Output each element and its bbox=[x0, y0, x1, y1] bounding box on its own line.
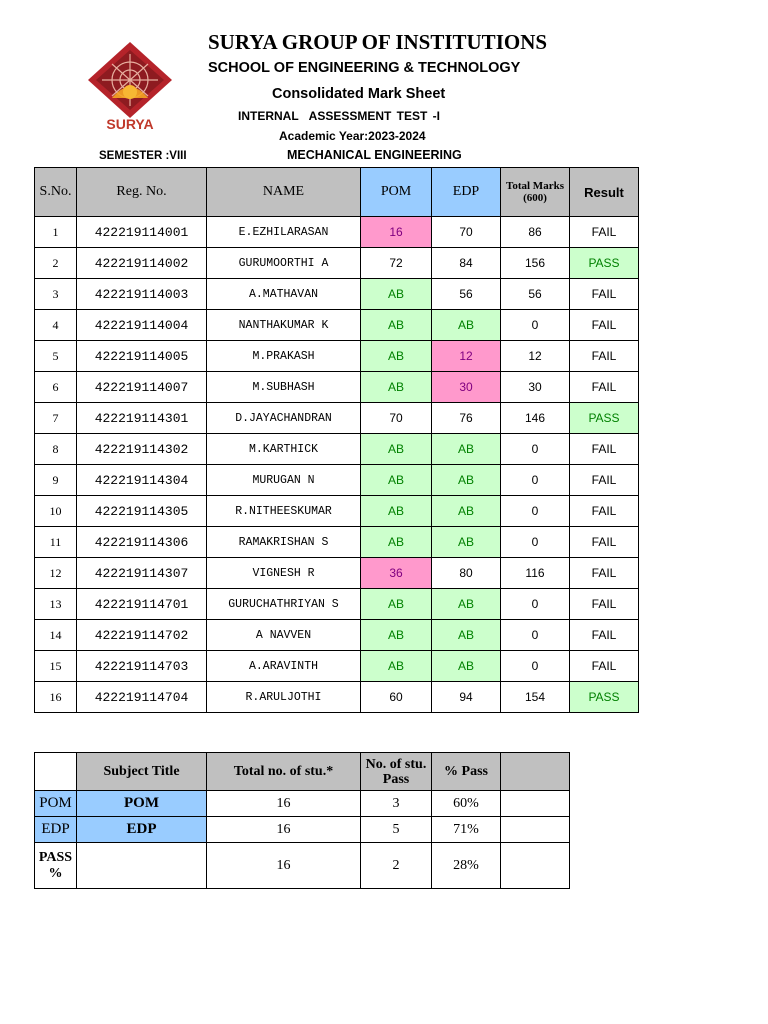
summary-empty-cell bbox=[501, 817, 570, 843]
total-marks-cell: 156 bbox=[501, 248, 570, 279]
pom-mark-cell: AB bbox=[361, 589, 432, 620]
reg-no-cell: 422219114001 bbox=[77, 217, 207, 248]
total-marks-cell: 0 bbox=[501, 496, 570, 527]
table-row bbox=[35, 527, 639, 558]
student-name-cell: A.ARAVINTH bbox=[207, 651, 361, 682]
reg-no-cell: 422219114305 bbox=[77, 496, 207, 527]
sno-cell: 2 bbox=[35, 248, 77, 279]
reg-no-cell: 422219114704 bbox=[77, 682, 207, 713]
pom-mark-cell: AB bbox=[361, 465, 432, 496]
surya-logo bbox=[82, 40, 178, 136]
edp-mark-cell: 76 bbox=[432, 403, 501, 434]
sno-cell: 12 bbox=[35, 558, 77, 589]
sno-cell: 9 bbox=[35, 465, 77, 496]
reg-no-header: Reg. No. bbox=[77, 168, 207, 217]
students-pass-cell: 3 bbox=[361, 791, 432, 817]
reg-no-cell: 422219114703 bbox=[77, 651, 207, 682]
reg-no-cell: 422219114304 bbox=[77, 465, 207, 496]
reg-no-cell: 422219114302 bbox=[77, 434, 207, 465]
table-row bbox=[35, 310, 639, 341]
result-cell: FAIL bbox=[570, 279, 639, 310]
students-pass-header: No. of stu. Pass bbox=[361, 753, 432, 791]
table-row bbox=[35, 372, 639, 403]
result-cell: FAIL bbox=[570, 217, 639, 248]
summary-empty-header bbox=[501, 753, 570, 791]
student-name-cell: VIGNESH R bbox=[207, 558, 361, 589]
sno-cell: 8 bbox=[35, 434, 77, 465]
result-cell: FAIL bbox=[570, 341, 639, 372]
table-row bbox=[35, 682, 639, 713]
total-marks-cell: 30 bbox=[501, 372, 570, 403]
table-row bbox=[35, 465, 639, 496]
table-row bbox=[35, 651, 639, 682]
edp-mark-cell: AB bbox=[432, 589, 501, 620]
edp-mark-cell: 94 bbox=[432, 682, 501, 713]
total-marks-cell: 0 bbox=[501, 589, 570, 620]
total-marks-header: Total Marks (600) bbox=[501, 168, 570, 217]
result-header: Result bbox=[570, 168, 639, 217]
sno-cell: 10 bbox=[35, 496, 77, 527]
edp-header: EDP bbox=[432, 168, 501, 217]
total-students-cell: 16 bbox=[207, 817, 361, 843]
table-row bbox=[35, 620, 639, 651]
sno-cell: 4 bbox=[35, 310, 77, 341]
total-marks-cell: 0 bbox=[501, 434, 570, 465]
student-name-cell: R.NITHEESKUMAR bbox=[207, 496, 361, 527]
summary-table bbox=[34, 752, 570, 889]
pom-mark-cell: AB bbox=[361, 496, 432, 527]
edp-mark-cell: AB bbox=[432, 310, 501, 341]
student-name-cell: GURUCHATHRIYAN S bbox=[207, 589, 361, 620]
edp-mark-cell: 80 bbox=[432, 558, 501, 589]
subject-title-cell: POM bbox=[77, 791, 207, 817]
academic-year: Academic Year:2023-2024 bbox=[279, 129, 426, 143]
test-title: INTERNAL ASSESSMENT TEST -I bbox=[238, 109, 441, 123]
student-name-cell: NANTHAKUMAR K bbox=[207, 310, 361, 341]
reg-no-cell: 422219114301 bbox=[77, 403, 207, 434]
total-marks-cell: 56 bbox=[501, 279, 570, 310]
table-row bbox=[35, 279, 639, 310]
result-cell: FAIL bbox=[570, 465, 639, 496]
reg-no-cell: 422219114005 bbox=[77, 341, 207, 372]
semester-label: SEMESTER :VIII bbox=[99, 150, 187, 162]
edp-mark-cell: 12 bbox=[432, 341, 501, 372]
table-row bbox=[35, 589, 639, 620]
edp-mark-cell: AB bbox=[432, 527, 501, 558]
department-label: MECHANICAL ENGINEERING bbox=[287, 148, 462, 162]
total-students-header: Total no. of stu.* bbox=[207, 753, 361, 791]
edp-mark-cell: 70 bbox=[432, 217, 501, 248]
result-cell: FAIL bbox=[570, 310, 639, 341]
result-cell: FAIL bbox=[570, 651, 639, 682]
pom-mark-cell: AB bbox=[361, 279, 432, 310]
summary-header-row bbox=[35, 753, 570, 791]
edp-mark-cell: 30 bbox=[432, 372, 501, 403]
edp-mark-cell: AB bbox=[432, 620, 501, 651]
subject-title-header: Subject Title bbox=[77, 753, 207, 791]
pom-mark-cell: AB bbox=[361, 620, 432, 651]
student-name-cell: R.ARULJOTHI bbox=[207, 682, 361, 713]
sno-cell: 5 bbox=[35, 341, 77, 372]
student-name-cell: GURUMOORTHI A bbox=[207, 248, 361, 279]
pom-mark-cell: AB bbox=[361, 310, 432, 341]
sno-cell: 7 bbox=[35, 403, 77, 434]
institution-title: SURYA GROUP OF INSTITUTIONS bbox=[208, 30, 548, 54]
school-title: SCHOOL OF ENGINEERING & TECHNOLOGY bbox=[208, 60, 521, 76]
pom-header: POM bbox=[361, 168, 432, 217]
reg-no-cell: 422219114002 bbox=[77, 248, 207, 279]
pom-mark-cell: 36 bbox=[361, 558, 432, 589]
pom-mark-cell: 60 bbox=[361, 682, 432, 713]
table-row bbox=[35, 434, 639, 465]
name-header: NAME bbox=[207, 168, 361, 217]
result-cell: FAIL bbox=[570, 527, 639, 558]
total-marks-cell: 146 bbox=[501, 403, 570, 434]
pom-mark-cell: AB bbox=[361, 651, 432, 682]
result-cell: FAIL bbox=[570, 372, 639, 403]
result-cell: FAIL bbox=[570, 589, 639, 620]
subject-code-cell: EDP bbox=[35, 817, 77, 843]
total-marks-cell: 0 bbox=[501, 310, 570, 341]
total-marks-cell: 12 bbox=[501, 341, 570, 372]
reg-no-cell: 422219114007 bbox=[77, 372, 207, 403]
students-pass-cell: 2 bbox=[361, 843, 432, 889]
reg-no-cell: 422219114307 bbox=[77, 558, 207, 589]
summary-corner-cell bbox=[35, 753, 77, 791]
edp-mark-cell: 56 bbox=[432, 279, 501, 310]
table-row bbox=[35, 496, 639, 527]
summary-empty-cell bbox=[501, 843, 570, 889]
pom-mark-cell: AB bbox=[361, 372, 432, 403]
sno-cell: 1 bbox=[35, 217, 77, 248]
edp-mark-cell: AB bbox=[432, 496, 501, 527]
pom-mark-cell: AB bbox=[361, 434, 432, 465]
summary-row bbox=[35, 817, 570, 843]
student-name-cell: D.JAYACHANDRAN bbox=[207, 403, 361, 434]
total-marks-cell: 116 bbox=[501, 558, 570, 589]
pom-mark-cell: 16 bbox=[361, 217, 432, 248]
result-cell: FAIL bbox=[570, 558, 639, 589]
summary-empty-cell bbox=[501, 791, 570, 817]
student-name-cell: MURUGAN N bbox=[207, 465, 361, 496]
table-row bbox=[35, 217, 639, 248]
table-row bbox=[35, 248, 639, 279]
table-row bbox=[35, 558, 639, 589]
pom-mark-cell: 70 bbox=[361, 403, 432, 434]
sno-cell: 13 bbox=[35, 589, 77, 620]
reg-no-cell: 422219114003 bbox=[77, 279, 207, 310]
result-cell: PASS bbox=[570, 403, 639, 434]
pom-mark-cell: 72 bbox=[361, 248, 432, 279]
total-marks-cell: 154 bbox=[501, 682, 570, 713]
sno-header: S.No. bbox=[35, 168, 77, 217]
pass-percent-cell: 28% bbox=[432, 843, 501, 889]
reg-no-cell: 422219114701 bbox=[77, 589, 207, 620]
reg-no-cell: 422219114306 bbox=[77, 527, 207, 558]
student-name-cell: M.PRAKASH bbox=[207, 341, 361, 372]
summary-row bbox=[35, 791, 570, 817]
total-marks-cell: 0 bbox=[501, 465, 570, 496]
subject-code-cell: PASS % bbox=[35, 843, 77, 889]
sno-cell: 14 bbox=[35, 620, 77, 651]
edp-mark-cell: AB bbox=[432, 465, 501, 496]
sno-cell: 16 bbox=[35, 682, 77, 713]
marks-table bbox=[34, 167, 639, 713]
subject-title-cell: EDP bbox=[77, 817, 207, 843]
total-marks-cell: 86 bbox=[501, 217, 570, 248]
sno-cell: 3 bbox=[35, 279, 77, 310]
total-students-cell: 16 bbox=[207, 791, 361, 817]
sno-cell: 11 bbox=[35, 527, 77, 558]
pass-percent-cell: 60% bbox=[432, 791, 501, 817]
total-marks-cell: 0 bbox=[501, 527, 570, 558]
table-row bbox=[35, 341, 639, 372]
pom-mark-cell: AB bbox=[361, 341, 432, 372]
reg-no-cell: 422219114702 bbox=[77, 620, 207, 651]
reg-no-cell: 422219114004 bbox=[77, 310, 207, 341]
result-cell: FAIL bbox=[570, 434, 639, 465]
subject-title-cell bbox=[77, 843, 207, 889]
sno-cell: 6 bbox=[35, 372, 77, 403]
student-name-cell: E.EZHILARASAN bbox=[207, 217, 361, 248]
edp-mark-cell: AB bbox=[432, 651, 501, 682]
sheet-title: Consolidated Mark Sheet bbox=[272, 86, 446, 102]
result-cell: PASS bbox=[570, 248, 639, 279]
student-name-cell: M.SUBHASH bbox=[207, 372, 361, 403]
edp-mark-cell: 84 bbox=[432, 248, 501, 279]
table-row bbox=[35, 403, 639, 434]
edp-mark-cell: AB bbox=[432, 434, 501, 465]
result-cell: PASS bbox=[570, 682, 639, 713]
total-marks-cell: 0 bbox=[501, 620, 570, 651]
summary-row bbox=[35, 843, 570, 889]
svg-text:SURYA: SURYA bbox=[106, 116, 154, 132]
result-cell: FAIL bbox=[570, 496, 639, 527]
total-marks-cell: 0 bbox=[501, 651, 570, 682]
pom-mark-cell: AB bbox=[361, 527, 432, 558]
sno-cell: 15 bbox=[35, 651, 77, 682]
student-name-cell: M.KARTHICK bbox=[207, 434, 361, 465]
student-name-cell: RAMAKRISHAN S bbox=[207, 527, 361, 558]
marks-header-row bbox=[35, 168, 639, 217]
students-pass-cell: 5 bbox=[361, 817, 432, 843]
subject-code-cell: POM bbox=[35, 791, 77, 817]
pass-percent-header: % Pass bbox=[432, 753, 501, 791]
result-cell: FAIL bbox=[570, 620, 639, 651]
total-students-cell: 16 bbox=[207, 843, 361, 889]
student-name-cell: A NAVVEN bbox=[207, 620, 361, 651]
student-name-cell: A.MATHAVAN bbox=[207, 279, 361, 310]
pass-percent-cell: 71% bbox=[432, 817, 501, 843]
